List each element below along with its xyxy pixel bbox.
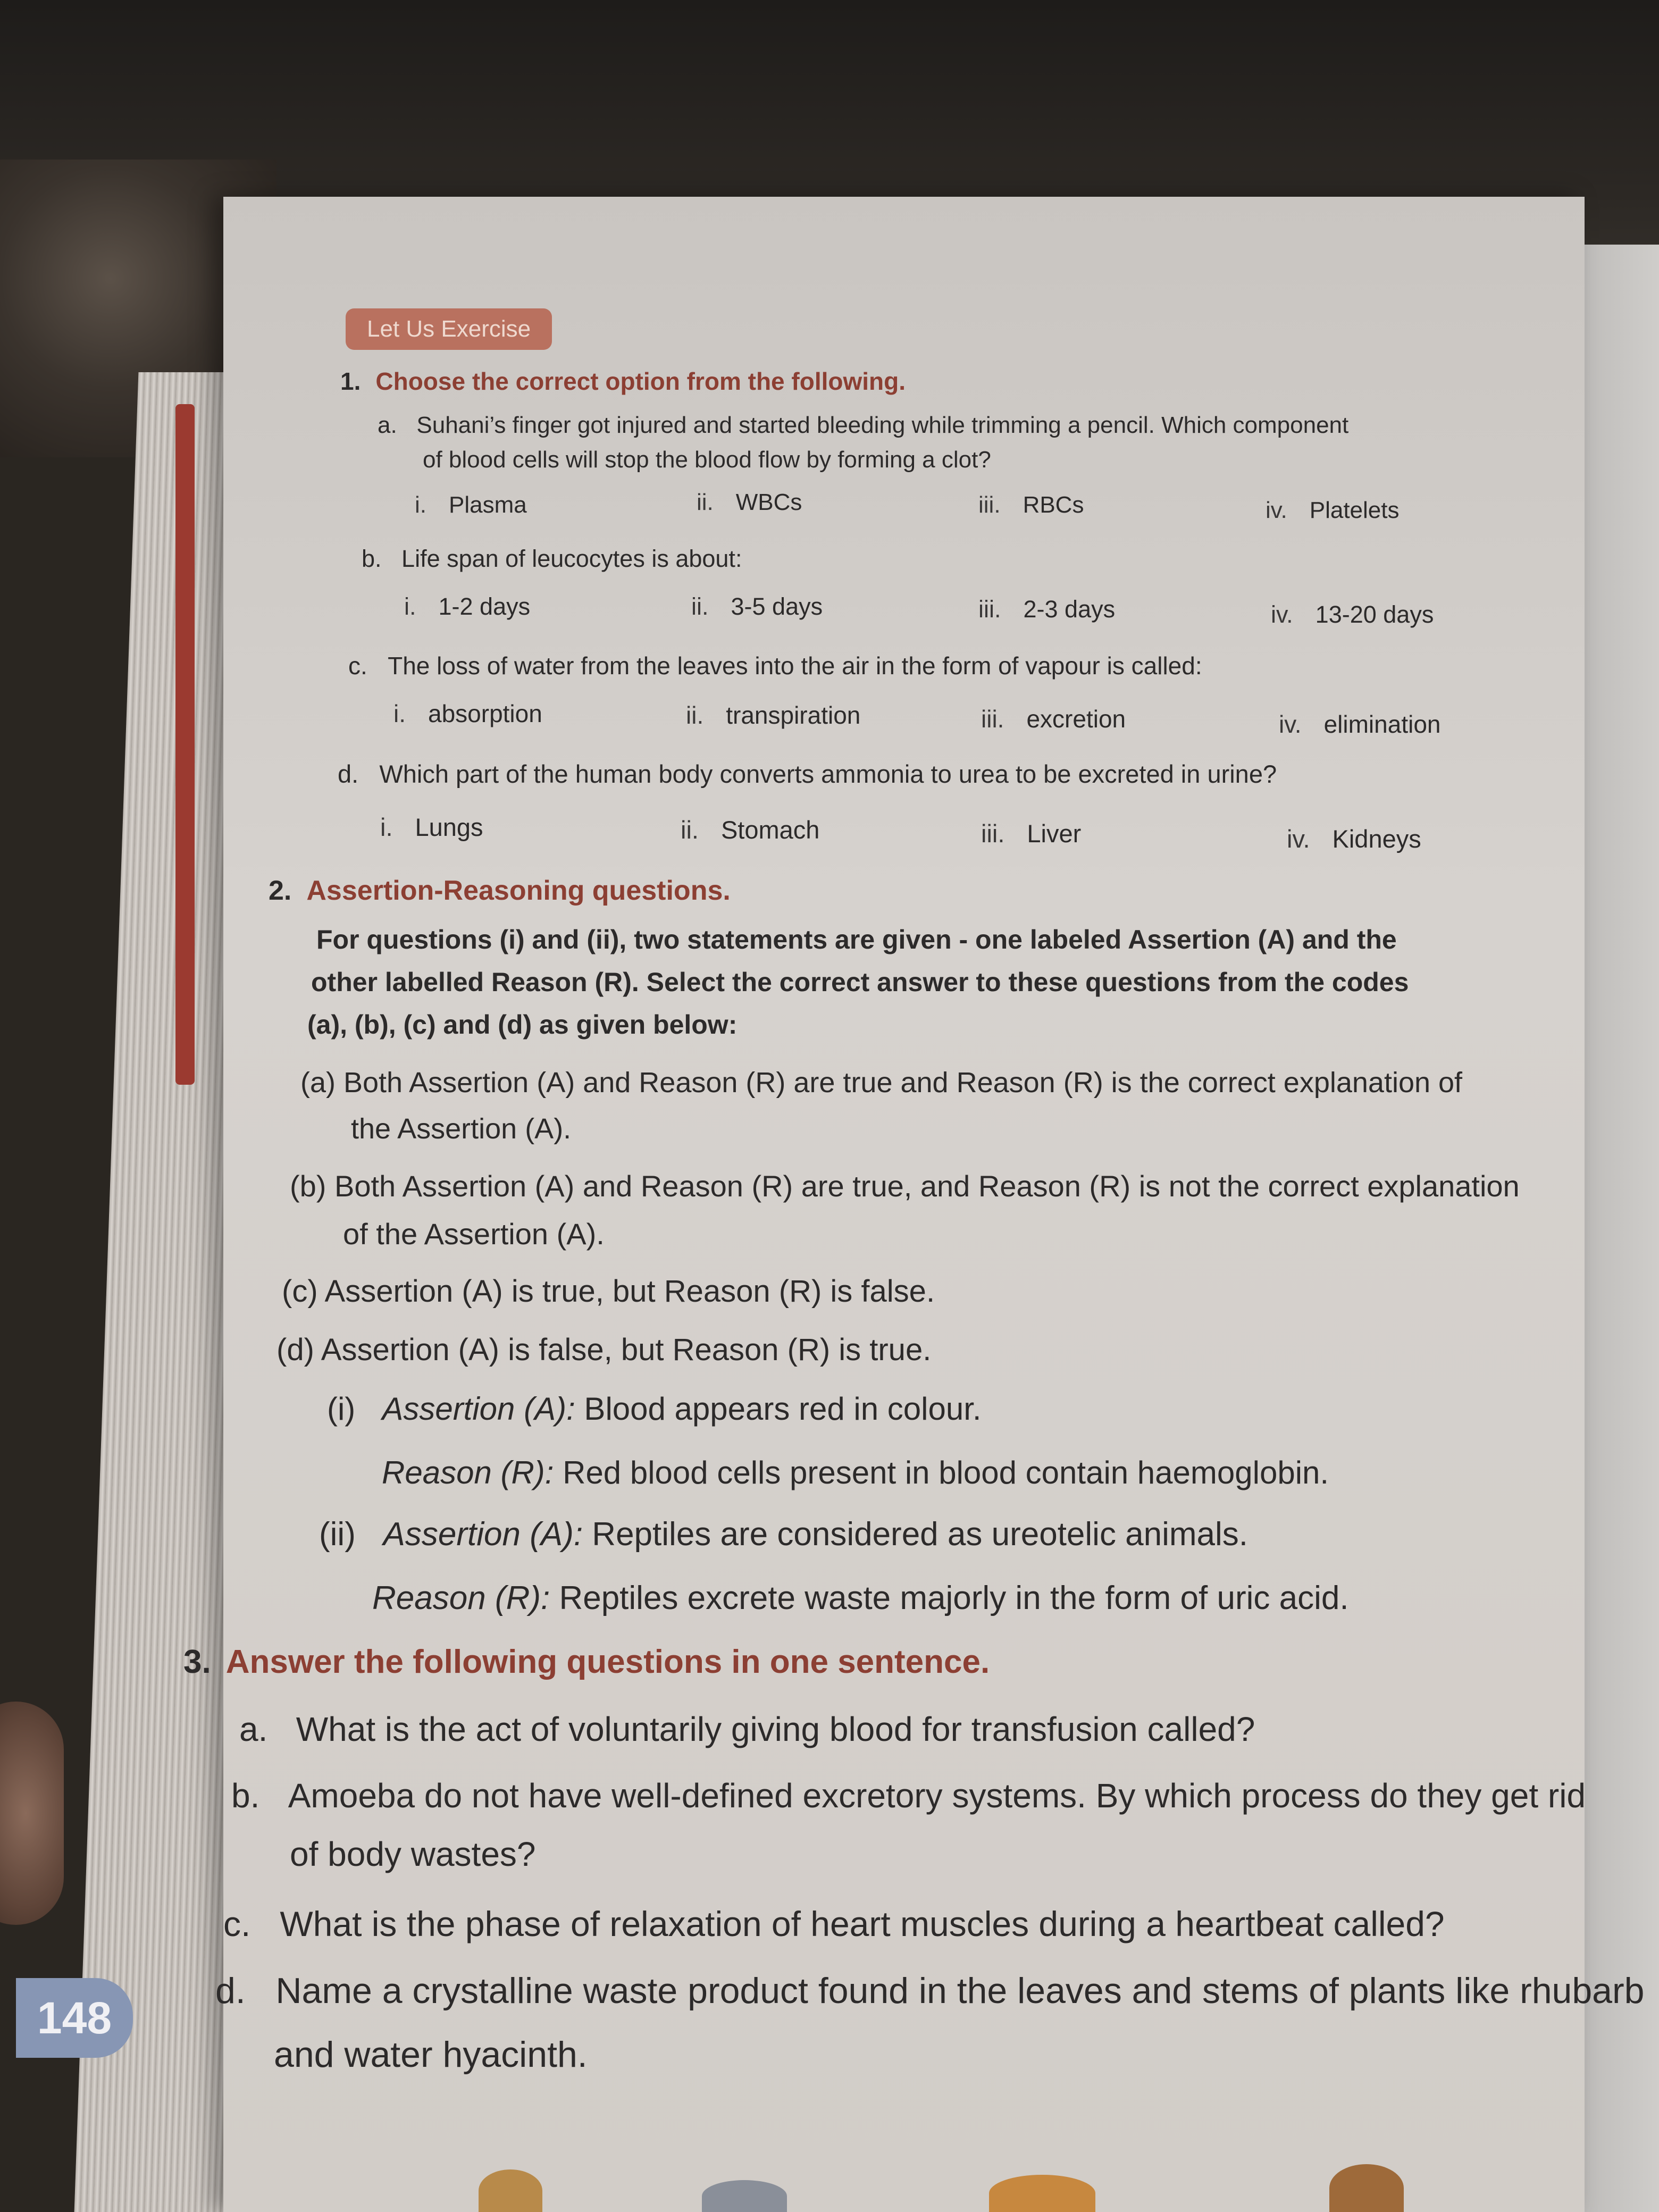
roman-numeral: iii. <box>978 596 1001 623</box>
q3a <box>239 1710 1255 1749</box>
q1a-option-2 <box>697 489 802 516</box>
illustration-shape <box>1329 2164 1404 2212</box>
roman-numeral: i. <box>415 492 426 518</box>
q3a-letter: a. <box>239 1710 268 1748</box>
option-text: Liver <box>1027 819 1082 848</box>
exercise-badge: Let Us Exercise <box>346 308 552 350</box>
assertion-label: Assertion (A): <box>383 1516 583 1553</box>
q2-code-a-line2: the Assertion (A). <box>351 1113 572 1145</box>
page-number: 148 <box>16 1978 133 2058</box>
q3c <box>223 1904 1445 1944</box>
option-text: elimination <box>1323 710 1441 738</box>
illustration-shape <box>702 2180 787 2212</box>
q3c-letter: c. <box>223 1904 251 1943</box>
option-text: WBCs <box>735 489 802 515</box>
q2-code-b-line1: (b) Both Assertion (A) and Reason (R) are true, and Reason (R) is not the correct explanation <box>290 1169 1520 1203</box>
roman-numeral: iv. <box>1287 825 1310 853</box>
q2-statement-ii-assertion <box>319 1515 1248 1553</box>
q1c-letter: c. <box>348 652 367 680</box>
q1-heading <box>340 367 906 396</box>
reason-text: Red blood cells present in blood contain haemoglobin. <box>554 1455 1329 1490</box>
q3d-text1: Name a crystalline waste product found in the leaves and stems of plants like rhubarb <box>275 1971 1645 2011</box>
q1d-option-4 <box>1287 824 1421 853</box>
q3-number: 3. <box>183 1644 211 1680</box>
q3a-text: What is the act of voluntarily giving blood for transfusion called? <box>296 1710 1255 1748</box>
q1-title: Choose the correct option from the following. <box>375 367 906 395</box>
q1a-line2: of blood cells will stop the blood flow by forming a clot? <box>423 447 991 473</box>
q1a-letter: a. <box>378 412 397 438</box>
q1c-option-4 <box>1279 710 1441 739</box>
q1-number: 1. <box>340 367 361 395</box>
q2-intro-line1: For questions (i) and (ii), two statements are given - one labeled Assertion (A) and the <box>316 925 1397 954</box>
assertion-text: Reptiles are considered as ureotelic animals. <box>583 1516 1249 1553</box>
q2-code-c: (c) Assertion (A) is true, but Reason (R) is false. <box>282 1274 935 1309</box>
illustration-shape <box>989 2175 1095 2212</box>
roman-numeral: iii. <box>981 705 1004 733</box>
option-text: Plasma <box>449 492 527 518</box>
assertion-label: Assertion (A): <box>382 1391 575 1427</box>
q3b-line1 <box>231 1776 1586 1815</box>
bottom-illustrations <box>425 2159 1595 2212</box>
q1d-line1 <box>338 759 1277 789</box>
roman-numeral: ii. <box>681 816 699 844</box>
roman-numeral: iii. <box>978 492 1001 518</box>
roman-numeral: iii. <box>981 819 1005 848</box>
q1b-option-4 <box>1271 601 1434 629</box>
q3c-text: What is the phase of relaxation of heart muscles during a heartbeat called? <box>280 1904 1445 1943</box>
q2-statement-ii-reason <box>372 1579 1349 1617</box>
q3b-line2: of body wastes? <box>290 1835 536 1873</box>
q2-code-b-line2: of the Assertion (A). <box>343 1217 605 1251</box>
option-text: excretion <box>1026 705 1126 733</box>
roman-numeral: iv. <box>1271 601 1293 628</box>
assertion-text: Blood appears red in colour. <box>575 1391 982 1427</box>
roman-numeral: ii. <box>686 701 704 729</box>
reason-label: Reason (R): <box>382 1455 554 1490</box>
option-text: Platelets <box>1309 497 1400 523</box>
reason-label: Reason (R): <box>372 1580 550 1616</box>
q1a-line1 <box>378 412 1348 439</box>
q1b-option-3 <box>978 596 1115 623</box>
option-text: absorption <box>428 700 542 727</box>
q3d-line2: and water hyacinth. <box>274 2034 588 2075</box>
q2-ii-number: (ii) <box>319 1516 356 1553</box>
q1c-option-3 <box>981 705 1126 733</box>
q3-title: Answer the following questions in one sentence. <box>225 1644 990 1680</box>
q1a-text1: Suhani’s finger got injured and started bleeding while trimming a pencil. Which component <box>416 412 1349 438</box>
q3-heading <box>183 1643 990 1681</box>
option-text: Kidneys <box>1332 825 1421 853</box>
option-text: Lungs <box>415 813 483 841</box>
q3d-letter: d. <box>215 1971 246 2011</box>
option-text: transpiration <box>726 701 861 729</box>
q2-statement-i-reason <box>382 1454 1329 1491</box>
q1a-option-3 <box>978 492 1084 518</box>
q1b-line1 <box>362 545 742 573</box>
q1c-line1 <box>348 651 1202 680</box>
q2-heading <box>269 875 731 907</box>
reason-text: Reptiles excrete waste majorly in the form of uric acid. <box>550 1580 1349 1616</box>
roman-numeral: i. <box>393 700 406 727</box>
q1b-option-1 <box>404 593 530 621</box>
roman-numeral: iv. <box>1266 497 1287 523</box>
option-text: Stomach <box>720 816 820 844</box>
q1c-text1: The loss of water from the leaves into the air in the form of vapour is called: <box>388 652 1202 680</box>
q1c-option-1 <box>393 699 542 728</box>
roman-numeral: ii. <box>691 593 709 620</box>
q2-intro-line2: other labelled Reason (R). Select the correct answer to these questions from the codes <box>311 967 1409 997</box>
q1d-text1: Which part of the human body converts ammonia to urea to be excreted in urine? <box>379 760 1277 788</box>
q1d-option-3 <box>981 819 1081 848</box>
option-text: 1-2 days <box>438 593 531 620</box>
q2-i-number: (i) <box>327 1391 356 1427</box>
option-text: RBCs <box>1023 492 1084 518</box>
q1a-option-1 <box>415 492 527 518</box>
q2-number: 2. <box>269 875 292 906</box>
q1d-letter: d. <box>338 760 359 788</box>
q3b-letter: b. <box>231 1777 260 1815</box>
roman-numeral: i. <box>380 813 393 841</box>
illustration-shape <box>479 2169 542 2212</box>
q2-title: Assertion-Reasoning questions. <box>306 875 731 906</box>
roman-numeral: ii. <box>697 489 714 515</box>
option-text: 13-20 days <box>1315 601 1434 628</box>
q1c-option-2 <box>686 701 860 730</box>
q2-intro-line3: (a), (b), (c) and (d) as given below: <box>307 1010 738 1040</box>
q1b-text1: Life span of leucocytes is about: <box>401 545 742 572</box>
q1d-option-1 <box>380 812 483 842</box>
option-text: 2-3 days <box>1023 596 1116 623</box>
option-text: 3-5 days <box>731 593 823 620</box>
q2-statement-i-assertion <box>327 1390 982 1427</box>
q2-code-d: (d) Assertion (A) is false, but Reason (R) is true. <box>276 1333 932 1367</box>
q1b-letter: b. <box>362 545 382 572</box>
q1a-option-4 <box>1266 497 1400 524</box>
q3b-text1: Amoeba do not have well-defined excretory systems. By which process do they get rid <box>288 1777 1586 1815</box>
roman-numeral: iv. <box>1279 710 1302 738</box>
q2-code-a-line1: (a) Both Assertion (A) and Reason (R) are true and Reason (R) is the correct explanation of <box>300 1067 1463 1099</box>
q3d-line1 <box>215 1970 1644 2012</box>
roman-numeral: i. <box>404 593 416 620</box>
q1d-option-2 <box>681 815 819 844</box>
q1b-option-2 <box>691 593 823 621</box>
